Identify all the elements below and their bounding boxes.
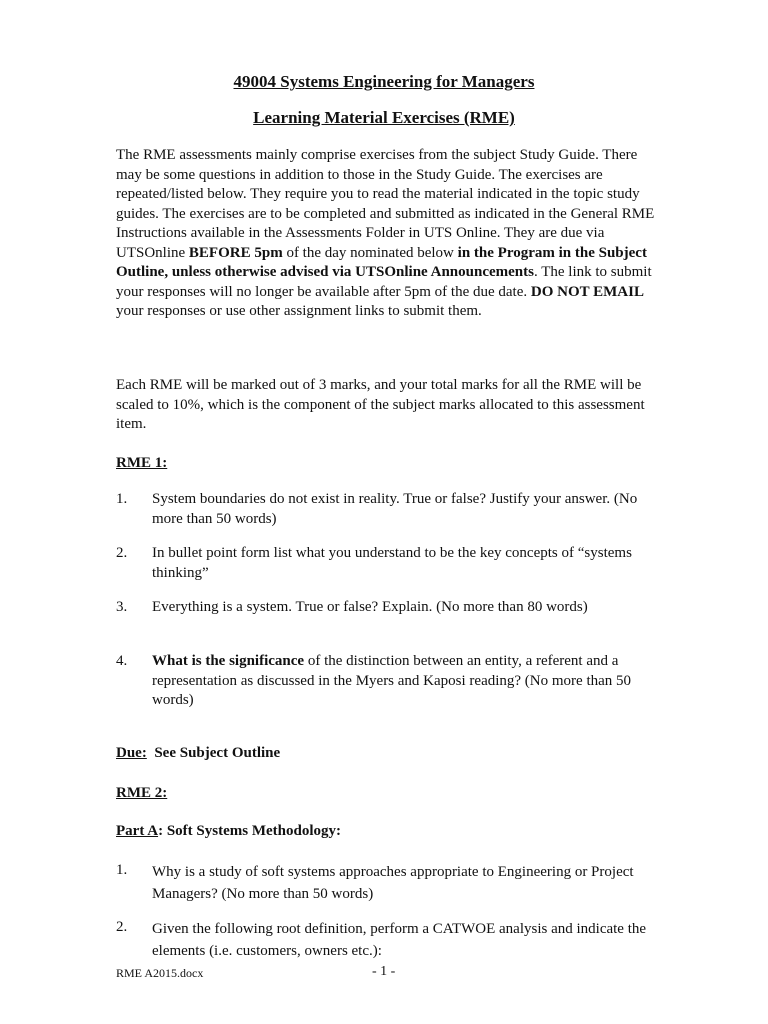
footer-filename: RME A2015.docx xyxy=(116,966,204,980)
rme1-question-1: 1. System boundaries do not exist in reality. True or false? Justify your answer. (No more than 50 words) xyxy=(116,491,638,527)
rme2-heading: RME 2: xyxy=(116,785,168,801)
intro-paragraph: The RME assessments mainly comprise exercises from the subject Study Guide. There may be some questions in addition to those in the Study Guide. The exercises are repeated/listed below. They require you to read the material indicated in the topic study guides. The exercises are to be completed and submitted as indicated in the General RME Instructions available in the Assessments Folder in UTS Online. They are due via UTSOnline BEFORE 5pm of the day nominated below in the Program in the Subject Outline, unless otherwise advised via UTSOnline Announcements. The link to submit your responses will no longer be available after 5pm of the due date. DO NOT EMAIL your responses or use other assignment links to submit them. xyxy=(116,147,655,319)
document-subtitle: Learning Material Exercises (RME) xyxy=(253,108,515,127)
document-title: 49004 Systems Engineering for Managers xyxy=(233,72,535,91)
rme1-heading: RME 1: xyxy=(116,455,168,471)
rme2-question-1: 1. Why is a study of soft systems approaches appropriate to Engineering or Project Managers? (No more than 50 words) xyxy=(116,862,634,902)
rme1-question-3: 3. Everything is a system. True or false? Explain. (No more than 80 words) xyxy=(116,599,588,615)
marks-paragraph: Each RME will be marked out of 3 marks, and your total marks for all the RME will be scaled to 10%, which is the component of the subject marks allocated to this assessment item. xyxy=(116,377,645,432)
due-line: Due: See Subject Outline xyxy=(116,745,281,761)
rme2-part-a-heading: Part A: Soft Systems Methodology: xyxy=(116,823,341,839)
footer-page-number: - 1 - xyxy=(372,964,396,979)
rme1-question-4: 4. What is the significance of the distinction between an entity, a referent and a representation as discussed in the Myers and Kaposi reading? (No more than 50 words) xyxy=(116,653,632,708)
rme2-question-2: 2. Given the following root definition, perform a CATWOE analysis and indicate the elements (i.e. customers, owners etc.): xyxy=(116,919,647,959)
rme1-question-2: 2. In bullet point form list what you understand to be the key concepts of “systems thinking” xyxy=(116,545,632,581)
